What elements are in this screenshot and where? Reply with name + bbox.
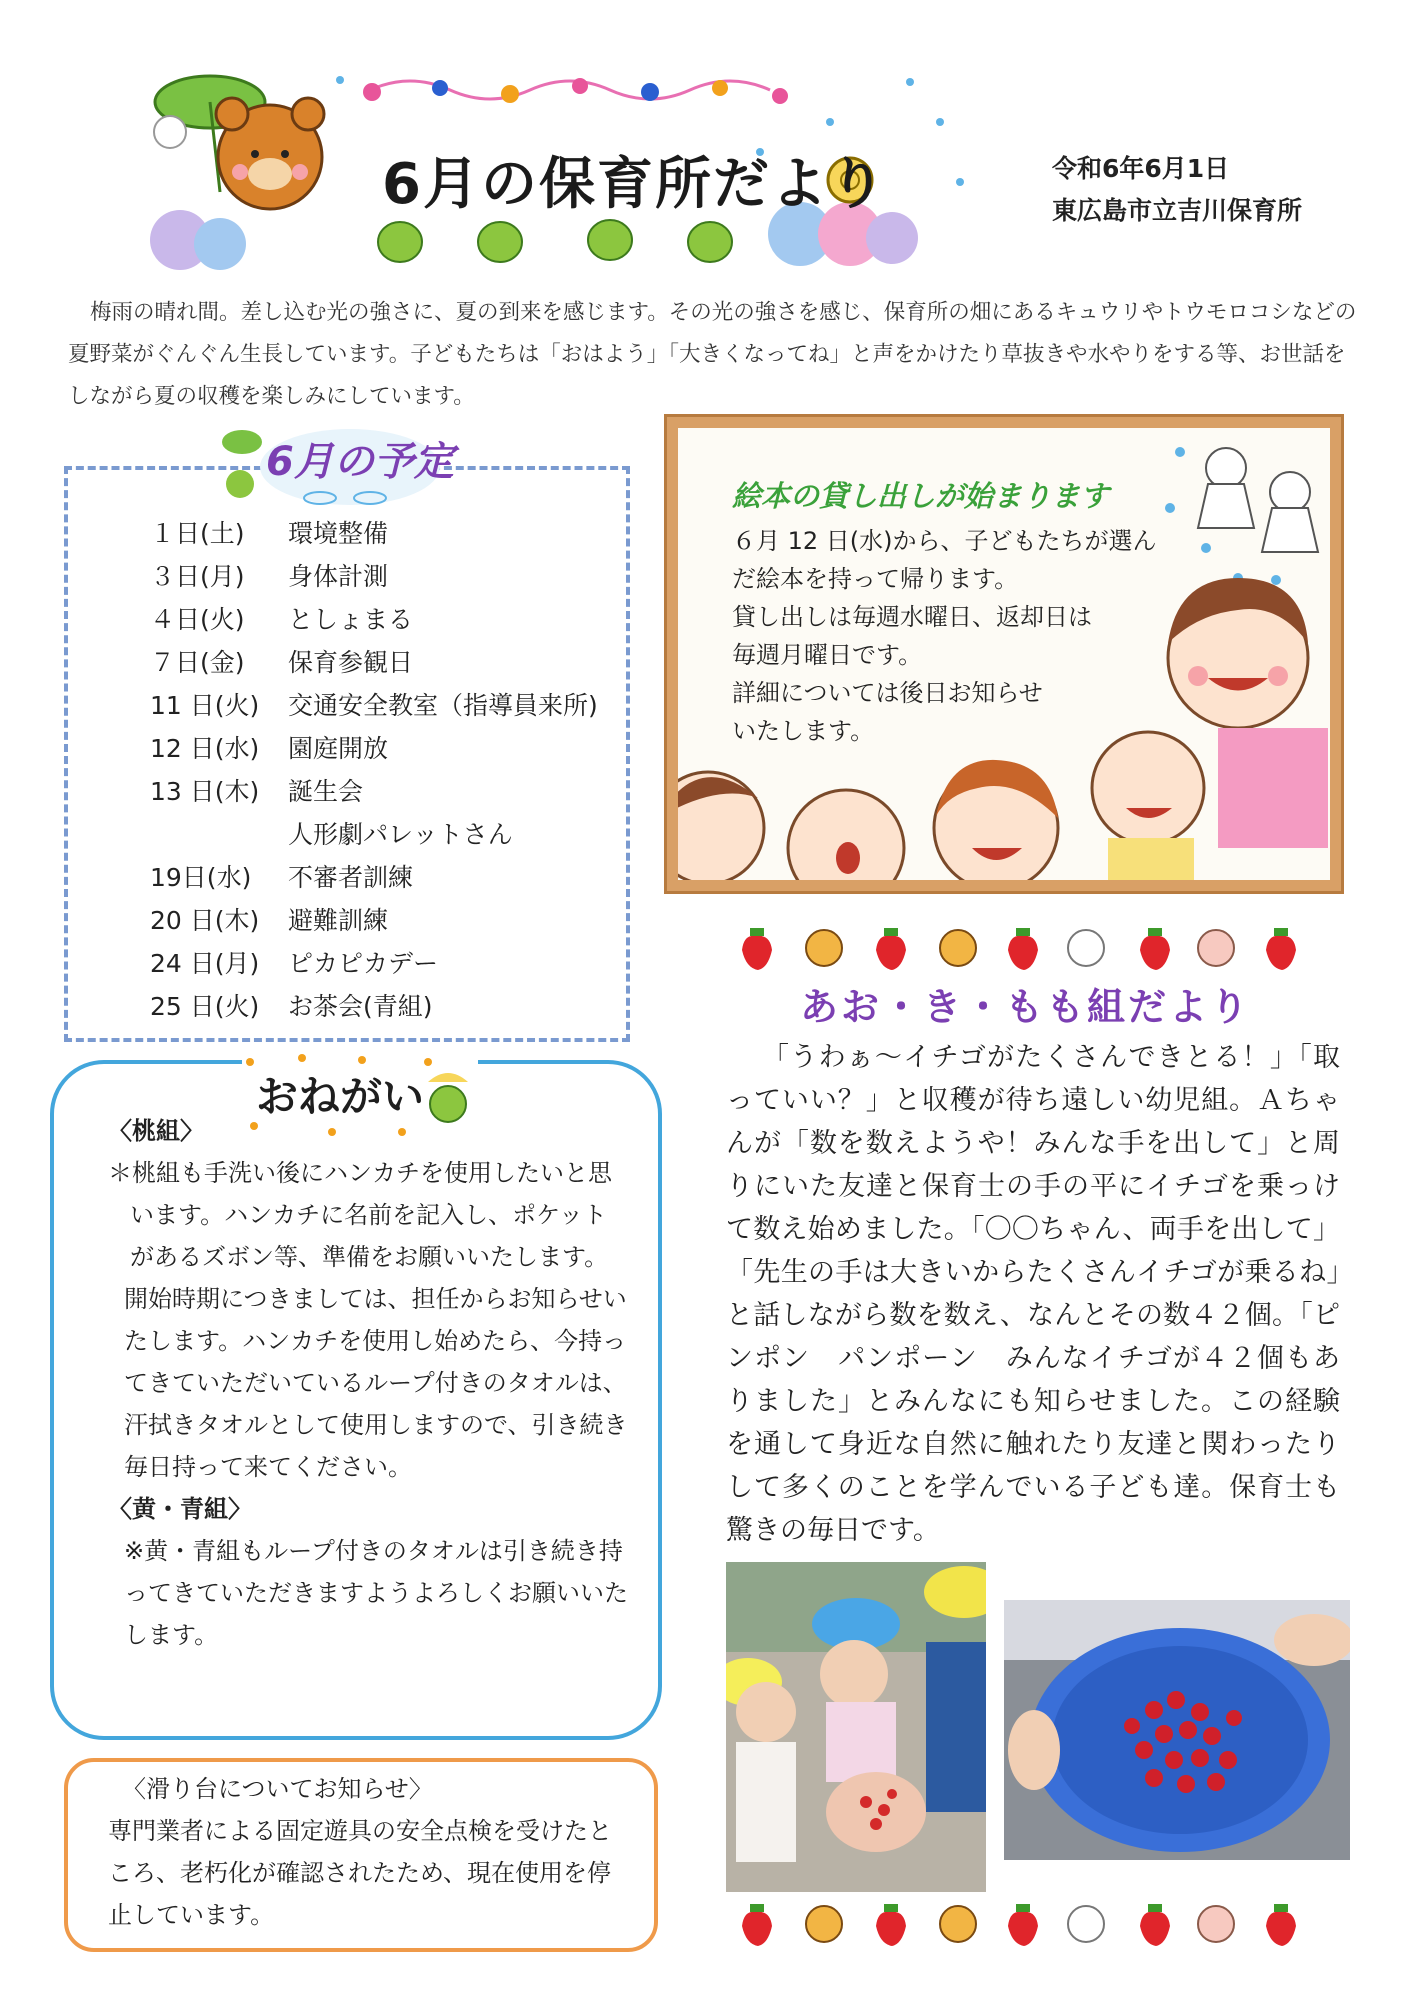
notice-text: 専門業者による固定遊具の安全点検を受けたところ、老朽化が確認されたため、現在使用を停止しています。 [108, 1817, 612, 1929]
intro-paragraph: 梅雨の晴れ間。差し込む光の強さに、夏の到来を感じます。その光の強さを感じ、保育所の畑にあるキュウリやトウモロコシなどの夏野菜がぐんぐん生長しています。子どもたちは「おはよう」「大きくなってね」と声をかけたり草抜きや水やりをする等、お世話をしながら夏の収穫を楽しみにしています。 [68, 300, 1357, 409]
cat-icon [1068, 930, 1104, 966]
schedule-event: としょまる [288, 605, 414, 634]
schedule-date: 25 日(火) [150, 992, 260, 1021]
schedule-event: 交通安全教室（指導員来所) [288, 691, 598, 720]
strawberry-icon [1008, 928, 1038, 970]
schedule-row [150, 944, 438, 984]
schedule-row [150, 643, 413, 683]
music-line [370, 81, 770, 99]
dog-icon [940, 930, 976, 966]
book-line: 詳細については後日お知らせ [732, 679, 1043, 707]
ki-ao-item: ※黄・青組もループ付きのタオルは引き続き持ってきていただきますようよろしくお願いいたします。 [124, 1537, 628, 1649]
schedule-row [150, 600, 413, 640]
strawberry-icon [742, 1904, 772, 1946]
class-news-title: あお・き・もも組だより [800, 985, 1252, 1029]
book-line: 毎週月曜日です。 [732, 641, 923, 669]
pig-icon [1198, 930, 1234, 966]
momo-heading: 〈桃組〉 [108, 1117, 204, 1145]
cat-icon [1068, 1906, 1104, 1942]
strawberry-icon [742, 928, 772, 970]
schedule-row [150, 729, 388, 769]
pig-icon [1198, 1906, 1234, 1942]
frog-icon [378, 220, 732, 262]
dog-icon [806, 930, 842, 966]
strawberry-icon [1140, 928, 1170, 970]
teru-teru-bozu-icon [1198, 448, 1318, 552]
strawberry-icon [1266, 928, 1296, 970]
book-lending-text [732, 522, 1202, 750]
dog-icon [806, 1906, 842, 1942]
schedule-event: 園庭開放 [288, 734, 389, 763]
schedule-date: 11 日(火) [150, 691, 260, 720]
schedule-row [150, 901, 388, 941]
strawberry-decoration-row [740, 1898, 1300, 1950]
header-info [1052, 148, 1302, 232]
strawberry-icon [1008, 1904, 1038, 1946]
book-line: いたします。 [732, 717, 875, 745]
schedule-date: 20 日(木) [150, 906, 260, 935]
book-line: 貸し出しは毎週水曜日、返却日は [732, 603, 1092, 631]
schedule-date: 24 日(月) [150, 949, 260, 978]
school-name: 東広島市立吉川保育所 [1052, 196, 1303, 225]
momo-note: 開始時期につきましては、担任からお知らせいたします。ハンカチを使用し始めたら、今持ってきていただいているループ付きのタオルは、汗拭きタオルとして使用しますので、引き続き毎日持って来てください。 [124, 1285, 628, 1481]
schedule-event: 環境整備 [288, 519, 389, 548]
photo-strawberry-basket [1004, 1600, 1350, 1860]
page-title: 6月の保育所だより [382, 152, 887, 217]
schedule-row [150, 858, 413, 898]
ki-ao-heading: 〈黄・青組〉 [108, 1495, 252, 1523]
strawberry-icon [1140, 1904, 1170, 1946]
book-line: ６月 12 日(水)から、子どもたちが選ん [732, 527, 1157, 555]
schedule-date: 19日(水) [150, 863, 252, 892]
schedule-row [150, 686, 598, 726]
issue-date: 令和6年6月1日 [1052, 154, 1230, 183]
child-figure [678, 732, 1204, 880]
book-line: だ絵本を持って帰ります。 [732, 565, 1019, 593]
schedule-event: 人形劇パレットさん [288, 820, 513, 849]
momo-item: ＊桃組も手洗い後にハンカチを使用したいと思います。ハンカチに名前を記入し、ポケットがあるズボン等、準備をお願いいたします。 [108, 1159, 612, 1271]
book-lending-title: 絵本の貸し出しが始まります [732, 479, 1110, 513]
schedule-event: ピカピカデー [288, 949, 439, 978]
strawberry-decoration-row [740, 922, 1300, 974]
bear-mascot-icon [154, 76, 324, 209]
schedule-date: ３日(月) [150, 562, 245, 591]
schedule-row [150, 987, 433, 1027]
schedule-event: 不審者訓練 [288, 863, 414, 892]
photo-children-strawberries [726, 1562, 986, 1892]
request-body [108, 1110, 628, 1656]
schedule-date: ４日(火) [150, 605, 245, 634]
schedule-event: お茶会(青組) [288, 992, 433, 1021]
lily-leaf-icon [222, 430, 262, 454]
notice-heading: 〈滑り台についてお知らせ〉 [122, 1775, 433, 1803]
schedule-date: １日(土) [150, 519, 245, 548]
schedule-title: 6月の予定 [266, 439, 454, 485]
strawberry-icon [876, 1904, 906, 1946]
schedule-row [150, 514, 388, 554]
schedule-date: ７日(金) [150, 648, 245, 677]
schedule-event: 避難訓練 [288, 906, 389, 935]
schedule-date: 12 日(水) [150, 734, 260, 763]
strawberry-icon [1266, 1904, 1296, 1946]
dog-icon [940, 1906, 976, 1942]
schedule-event: 身体計測 [288, 562, 389, 591]
schedule-row [150, 557, 388, 597]
notice-body [108, 1768, 628, 1936]
schedule-event: 誕生会 [288, 777, 364, 806]
schedule-event: 保育参観日 [288, 648, 414, 677]
schedule-date: 13 日(木) [150, 777, 260, 806]
schedule-row [150, 772, 363, 812]
strawberry-icon [876, 928, 906, 970]
request-title: おねがい [256, 1072, 425, 1121]
frog-icon [226, 470, 254, 498]
class-news-body: 「うわぁ～イチゴがたくさんできとる！」「取っていい？」と収穫が待ち遠しい幼児組。Ａちゃんが「数を数えようや！みんな手を出して」と周りにいた友達と保育士の手の平にイチゴを乗っけて数え始めました。「〇〇ちゃん、両手を出して」「先生の手は大きいからたくさんイチゴが乗るね」と話しながら数を数え、なんとその数４２個。「ピンポン パンポーン みんなイチゴが４２個もありました」とみんなにも知らせました。この経験を通して身近な自然に触れたり友達と関わったりして多くのことを学んでいる子ども達。保育士も驚きの毎日です。 [726, 1042, 1340, 1546]
schedule-row [150, 815, 513, 855]
